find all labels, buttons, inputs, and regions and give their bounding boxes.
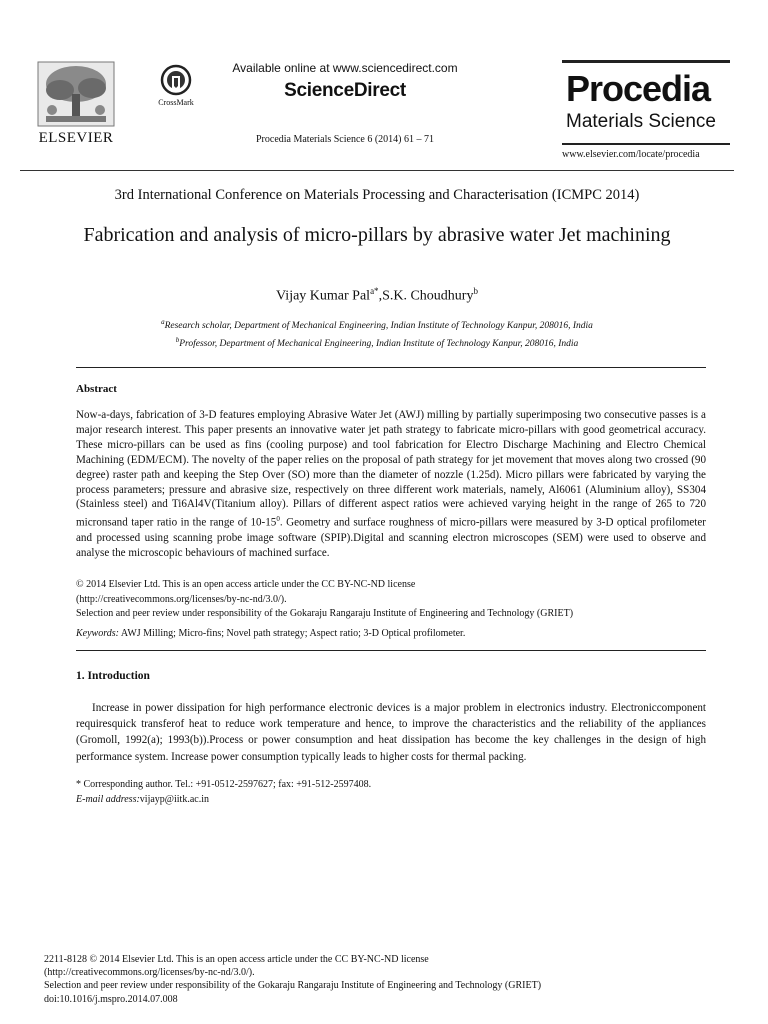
peer-review-line: Selection and peer review under responsibility of the Gokaraju Rangaraju Institute of Engineering and Technology (GRIET) bbox=[76, 608, 574, 619]
abstract-top-rule bbox=[76, 367, 706, 368]
journal-url-link[interactable]: www.elsevier.com/locate/procedia bbox=[562, 149, 700, 160]
elsevier-tree-icon bbox=[20, 58, 132, 130]
email-label: E-mail address: bbox=[76, 794, 140, 805]
sciencedirect-logo: ScienceDirect bbox=[284, 80, 406, 101]
journal-reference: Procedia Materials Science 6 (2014) 61 – 71 bbox=[255, 134, 434, 145]
header-divider bbox=[20, 170, 734, 171]
conference-name: 3rd International Conference on Materials Processing and Characterisation (ICMPC 2014) bbox=[114, 187, 640, 203]
publisher-name: ELSEVIER bbox=[38, 130, 114, 146]
available-online-text: Available online at www.sciencedirect.com bbox=[232, 61, 458, 75]
procedia-logo bbox=[562, 60, 730, 142]
procedia-title: Procedia bbox=[566, 68, 711, 109]
corresponding-author-footnote: * Corresponding author. Tel.: +91-0512-2597627; fax: +91-512-2597408. bbox=[76, 779, 372, 790]
footer-license-line: (http://creativecommons.org/licenses/by-nc-nd/3.0/). bbox=[44, 967, 255, 979]
abstract-bottom-rule bbox=[76, 650, 706, 651]
author-1: Vijay Kumar Pal bbox=[276, 288, 371, 304]
license-link[interactable]: (http://creativecommons.org/licenses/by-nc-nd/3.0/). bbox=[76, 593, 287, 605]
author-2: S.K. Choudhury bbox=[382, 288, 474, 304]
elsevier-logo bbox=[20, 58, 132, 148]
abstract-text bbox=[76, 408, 706, 561]
author-separator: , bbox=[378, 288, 383, 304]
author-list bbox=[20, 286, 734, 305]
affiliation-b-mark: b bbox=[175, 336, 180, 344]
copyright-line: © 2014 Elsevier Ltd. This is an open access article under the CC BY-NC-ND license bbox=[76, 579, 416, 590]
introduction-text: Increase in power dissipation for high performance electronic devices is a major problem in electronics industry. Electroniccomponent requiresquick transferof heat to reduce work temperature and hence, to improve the characteristics and the reliability of the appliances (Gromoll, 1992(a); 1993(b)).Process or power consumption and heat dissipation has become the key challenges in the design of high performance system. Increase power consumption typically leads to higher costs for thermal packing. bbox=[76, 702, 706, 763]
email-link[interactable]: vijayp@iitk.ac.in bbox=[139, 794, 209, 805]
footer-license-link[interactable]: http://creativecommons.org/licenses/by-nc-nd/3.0/ bbox=[47, 967, 249, 979]
abstract-heading: Abstract bbox=[76, 383, 117, 395]
keywords-label: Keywords: bbox=[76, 628, 119, 639]
abstract-text-part-1: Now-a-days, fabrication of 3-D features employing Abrasive Water Jet (AWJ) milling by partially superimposing two consecutive passes is a major research interest. This paper presents an innovative water jet path strategy to fabricate micro-pillars with good geometrical accuracy. These micro-pillars can be used as fins (cooling purpose) and tool fabrication for Electro Discharge Machining and Electro Chemical Machining (EDM/ECM). The novelty of the paper relies on the proposal of path strategy for jet movement that moves along two crossed (90 degree) raster path and keeping the Step Over (SO) more than the diameter of nozzle (1.25d). Micro pillars were fabricated by varying the process parameters; pressure and abrasive size, respectively on three different work materials, namely, Al6061 (Aluminium alloy), SS304 (Stainless steel) and Ti6Al4V(Titanium alloy). Pillars of different aspect ratios were achieved varying height in the range of 265 to 720 micronsand taper ratio in the range of 10-15 bbox=[76, 409, 706, 530]
license-block bbox=[76, 578, 706, 622]
footer-doi[interactable]: doi:10.1016/j.mspro.2014.07.008 bbox=[44, 993, 178, 1005]
email-footnote bbox=[76, 794, 706, 805]
affiliation-a bbox=[20, 318, 734, 331]
procedia-subtitle: Materials Science bbox=[566, 111, 716, 132]
crossmark-label: CrossMark bbox=[158, 98, 194, 107]
affiliation-b bbox=[20, 336, 734, 349]
keywords-list: AWJ Milling; Micro-fins; Novel path strategy; Aspect ratio; 3-D Optical profilometer. bbox=[118, 628, 466, 639]
affiliation-b-text: Professor, Department of Mechanical Engineering, Indian Institute of Technology Kanpur, 208016, India bbox=[179, 339, 579, 350]
abstract-degree-superscript: 0 bbox=[276, 515, 280, 524]
footer-issn-line: 2211-8128 © 2014 Elsevier Ltd. This is an open access article under the CC BY-NC-ND license bbox=[44, 954, 429, 965]
paper-title: Fabrication and analysis of micro-pillars by abrasive water Jet machining bbox=[83, 224, 671, 246]
affiliation-a-mark: a bbox=[161, 318, 165, 326]
affiliation-a-text: Research scholar, Department of Mechanical Engineering, Indian Institute of Technology Kanpur, 208016, India bbox=[164, 321, 593, 332]
author-2-affiliation-mark: b bbox=[473, 286, 478, 296]
author-1-affiliation-mark: a* bbox=[370, 286, 379, 296]
abstract-text-part-2: . Geometry and surface roughness of micro-pillars were measured by 3-D optical profilometer and processed using scanning probe image software (SPIP).Digital and scanning electron microscopes (SEM) were used to observe and analyse the microscopic behaviours of machined surface. bbox=[76, 517, 706, 559]
introduction-heading: 1. Introduction bbox=[76, 670, 150, 682]
procedia-divider bbox=[562, 143, 730, 145]
page-footer bbox=[44, 953, 734, 1006]
footer-peer-review-line: Selection and peer review under responsibility of the Gokaraju Rangaraju Institute of Engineering and Technology (GRIET) bbox=[44, 980, 542, 992]
keywords-line bbox=[76, 628, 706, 639]
